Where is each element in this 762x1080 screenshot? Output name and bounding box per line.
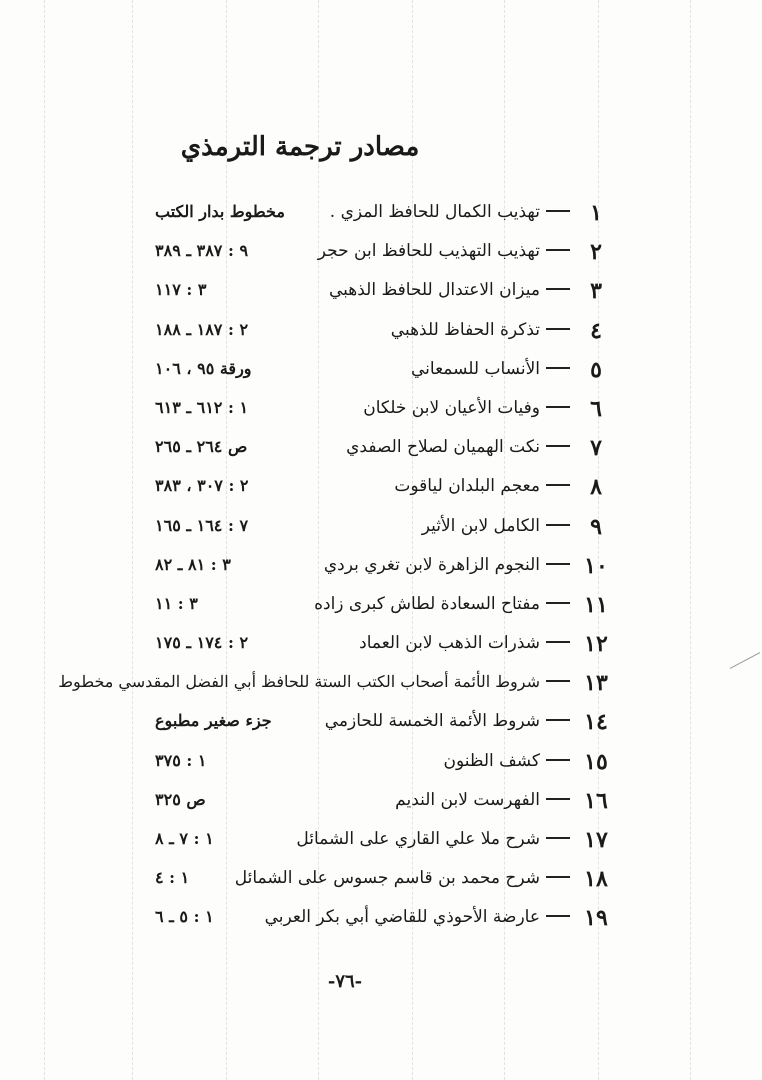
entry-number: ٦ (590, 395, 602, 422)
entry-title: ميزان الاعتدال للحافظ الذهبي (328, 280, 540, 301)
entry-dash (546, 641, 570, 643)
entry-reference: ١ : ٦١٢ ـ ٦١٣ (155, 397, 249, 417)
entry-reference: ٣ : ١١٧ (155, 280, 207, 300)
entry-number: ١٤ (584, 709, 608, 736)
entry-dash (546, 798, 570, 800)
entry-title: شرح ملا علي القاري على الشمائل (296, 829, 540, 849)
entry-title: تهذيب الكمال للحافظ المزي . (329, 202, 540, 222)
entry-reference: ١ : ٧ ـ ٨ (155, 829, 214, 848)
entry-dash (546, 759, 570, 761)
entry-title: تهذيب التهذيب للحافظ ابن حجر (317, 241, 540, 262)
entry-number: ٨ (590, 474, 602, 501)
entry-number: ١٦ (584, 787, 608, 814)
list-item (80, 588, 610, 627)
entry-reference: ٣ : ١١ (155, 593, 198, 613)
entry-reference: ص ٢٦٤ ـ ٢٦٥ (155, 437, 248, 457)
entry-number: ١٢ (584, 631, 608, 658)
list-item (80, 705, 610, 744)
entry-number: ٧ (590, 435, 602, 462)
entry-number: ٣ (590, 278, 602, 305)
entry-reference: ١ : ٥ ـ ٦ (155, 907, 214, 927)
entry-number: ٤ (590, 317, 602, 344)
entry-dash (546, 876, 570, 878)
entry-reference: ورقة ٩٥ ، ١٠٦ (155, 358, 252, 378)
entry-reference: ٩ : ٣٨٧ ـ ٣٨٩ (155, 241, 249, 261)
entry-dash (546, 367, 570, 369)
entry-number: ١٧ (584, 827, 608, 853)
entry-reference: ص ٣٢٥ (155, 789, 206, 809)
list-item (80, 901, 610, 940)
entry-dash (546, 837, 570, 839)
entry-title: شروط الأئمة أصحاب الكتب الستة للحافظ أبي الفضل المقدسي مخطوط (58, 672, 540, 692)
entry-title: شرح محمد بن قاسم جسوس على الشمائل (234, 868, 540, 889)
entry-dash (546, 719, 570, 721)
list-item (80, 627, 610, 666)
entry-title: تذكرة الحفاظ للذهبي (390, 319, 540, 340)
entry-number: ٢ (590, 239, 602, 266)
entry-title: الكامل لابن الأثير (421, 515, 540, 536)
entry-reference: جزء صغير مطبوع (155, 711, 272, 731)
list-item (80, 745, 610, 784)
entry-dash (546, 680, 570, 682)
entry-reference: ٢ : ١٧٤ ـ ١٧٥ (155, 633, 249, 653)
entry-title: وفيات الأعيان لابن خلكان (363, 397, 540, 418)
entry-number: ١٠ (584, 552, 608, 579)
scan-grid-line (44, 0, 45, 1080)
list-item (80, 823, 610, 862)
sources-list (58, 196, 610, 941)
entry-reference: ٢ : ٣٠٧ ، ٣٨٣ (155, 476, 249, 496)
entry-dash (546, 328, 570, 330)
margin-pencil-mark (730, 652, 760, 669)
entry-reference: ١ : ٣٧٥ (155, 750, 207, 770)
entry-reference: ٣ : ٨١ ـ ٨٢ (155, 554, 231, 574)
entry-dash (546, 406, 570, 408)
entry-title: الفهرست لابن النديم (395, 789, 540, 810)
entry-title: مفتاح السعادة لطاش كبرى زاده (314, 593, 540, 614)
entry-title: الأنساب للسمعاني (411, 358, 540, 379)
entry-number: ١٣ (584, 670, 608, 697)
entry-reference: ٢ : ١٨٧ ـ ١٨٨ (155, 319, 249, 339)
entry-title: شذرات الذهب لابن العماد (359, 633, 540, 654)
list-item (80, 235, 610, 274)
entry-number: ١٩ (584, 905, 608, 932)
entry-dash (546, 602, 570, 604)
entry-reference: مخطوط بدار الكتب (155, 202, 285, 221)
entry-title: نكت الهميان لصلاح الصفدي (346, 437, 540, 458)
list-item (80, 392, 610, 431)
entry-title: معجم البلدان لياقوت (394, 476, 540, 497)
page-title: مصادر ترجمة الترمذي (180, 132, 420, 162)
list-item (80, 196, 610, 235)
list-item (80, 470, 610, 509)
entry-title: النجوم الزاهرة لابن تغري بردي (323, 554, 540, 575)
list-item (80, 510, 610, 549)
entry-dash (546, 249, 570, 251)
page-number: -٧٦- (327, 971, 363, 992)
list-item (80, 784, 610, 823)
entry-number: ٩ (590, 513, 602, 540)
entry-number: ١٨ (584, 866, 608, 893)
entry-title: عارضة الأحوذي للقاضي أبي بكر العربي (264, 907, 540, 928)
entry-number: ١٥ (584, 748, 608, 775)
list-item (80, 274, 610, 313)
entry-dash (546, 484, 570, 486)
entry-dash (546, 210, 570, 212)
entry-dash (546, 563, 570, 565)
entry-dash (546, 524, 570, 526)
entry-title: شروط الأئمة الخمسة للحازمي (324, 711, 540, 732)
entry-reference: ٧ : ١٦٤ ـ ١٦٥ (155, 515, 249, 535)
list-item (80, 314, 610, 353)
list-item (80, 862, 610, 901)
entry-dash (546, 915, 570, 917)
list-item (80, 549, 610, 588)
entry-title: كشف الظنون (443, 750, 540, 771)
entry-dash (546, 445, 570, 447)
entry-dash (546, 288, 570, 290)
entry-number: ١ (590, 200, 602, 226)
entry-number: ٥ (590, 356, 602, 383)
entry-number: ١١ (584, 591, 608, 618)
entry-reference: ١ : ٤ (155, 868, 190, 888)
scan-grid-line (690, 0, 691, 1080)
list-item (80, 431, 610, 470)
list-item (80, 353, 610, 392)
list-item (58, 666, 610, 705)
